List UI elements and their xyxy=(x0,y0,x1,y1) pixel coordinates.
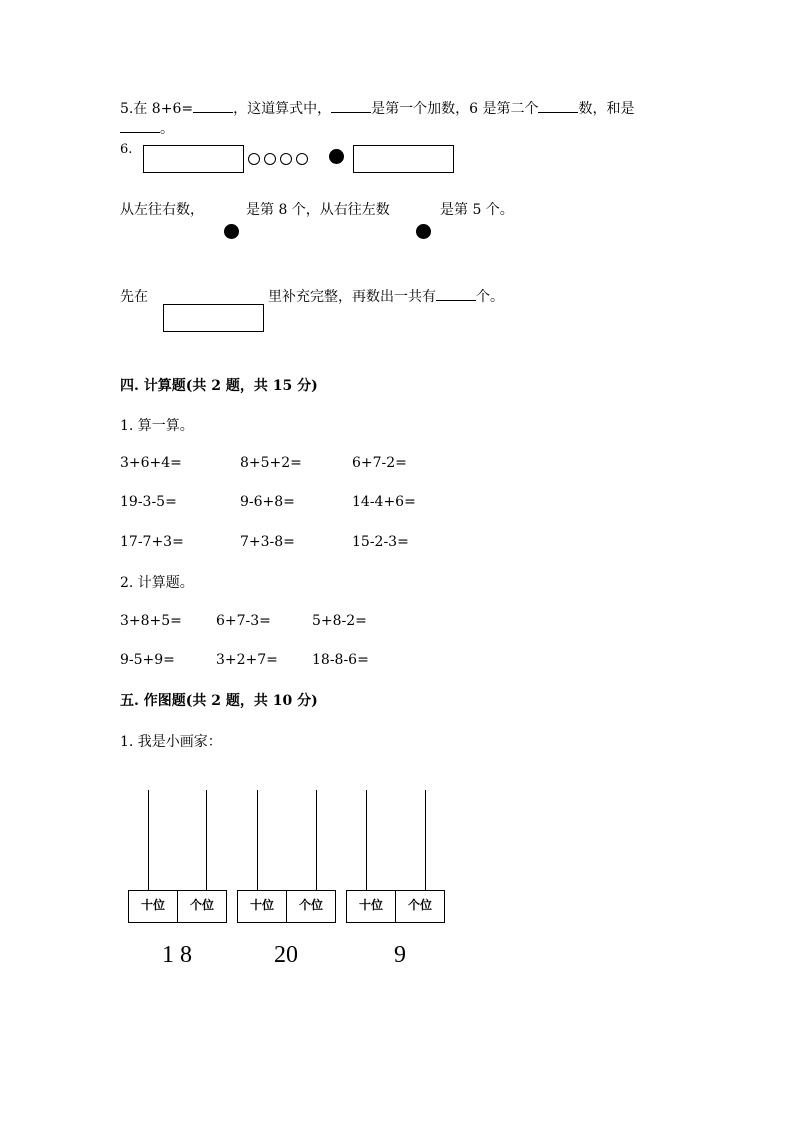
q5-text-d: 数，和是 xyxy=(578,101,635,117)
section5-title: 五. 作图题(共 2 题，共 10 分) xyxy=(120,693,318,709)
q5-text-a: 5.在 8+6= xyxy=(120,101,194,117)
hollow-circle-icon xyxy=(264,153,276,165)
problem: 15-2-3= xyxy=(352,534,409,550)
problem: 14-4+6= xyxy=(352,494,416,510)
hollow-circle-icon xyxy=(248,153,260,165)
answer-blank[interactable] xyxy=(436,286,476,301)
q6-sentence-a: 从左往右数， xyxy=(120,202,204,218)
q5-text-c: 是第一个加数，6 是第二个 xyxy=(371,101,539,117)
ones-place-label: 个位 xyxy=(286,890,336,923)
answer-blank[interactable] xyxy=(120,118,160,133)
abacus-number: 20 xyxy=(274,942,298,968)
q6-fill-c: 个。 xyxy=(476,289,504,305)
tens-place-label: 十位 xyxy=(237,890,287,923)
hollow-circle-icon xyxy=(296,153,308,165)
filled-circle-icon xyxy=(416,224,431,239)
abacus-number: 1 8 xyxy=(162,942,192,968)
q6-fill-a: 先在 xyxy=(120,289,148,305)
q6-fill-b: 里补充完整，再数出一共有 xyxy=(268,289,436,305)
section4-title: 四. 计算题(共 2 题，共 15 分) xyxy=(120,378,318,394)
problem: 5+8-2= xyxy=(312,613,367,629)
q5-text-b: ，这道算式中， xyxy=(233,101,332,117)
abacus-number: 9 xyxy=(394,942,406,968)
problem: 3+2+7= xyxy=(216,652,278,668)
problem: 7+3-8= xyxy=(240,534,295,550)
q6-sentence-b: 是第 8 个，从右往左数 xyxy=(246,202,390,218)
q6-number: 6. xyxy=(120,142,133,157)
abacus-rod-ones xyxy=(206,790,207,890)
filled-circle-icon xyxy=(224,224,239,239)
problem: 9-6+8= xyxy=(240,494,295,510)
hollow-circle-icon xyxy=(280,153,292,165)
problem: 6+7-3= xyxy=(216,613,271,629)
problem: 18-8-6= xyxy=(312,652,369,668)
abacus-rod-ones xyxy=(425,790,426,890)
ones-place-label: 个位 xyxy=(177,890,227,923)
problem: 19-3-5= xyxy=(120,494,177,510)
empty-answer-box[interactable] xyxy=(353,145,454,173)
empty-answer-box[interactable] xyxy=(163,304,264,332)
q6-sentence-c: 是第 5 个。 xyxy=(440,202,514,218)
q6-fill-line xyxy=(268,286,504,306)
abacus-rod-tens xyxy=(148,790,149,890)
empty-answer-box[interactable] xyxy=(143,145,244,173)
q5-text-end: 。 xyxy=(160,121,174,137)
abacus-rod-tens xyxy=(366,790,367,890)
q5-line1 xyxy=(120,98,634,118)
problem: 17-7+3= xyxy=(120,534,184,550)
answer-blank[interactable] xyxy=(331,98,371,113)
problem: 9-5+9= xyxy=(120,652,175,668)
filled-circle-icon xyxy=(329,149,344,164)
q5-line2 xyxy=(120,118,174,138)
section4-q2-title: 2. 计算题。 xyxy=(120,575,194,591)
section5-q1-title: 1. 我是小画家： xyxy=(120,734,222,750)
problem: 3+6+4= xyxy=(120,455,182,471)
answer-blank[interactable] xyxy=(538,98,578,113)
section4-q1-title: 1. 算一算。 xyxy=(120,418,194,434)
abacus-rod-ones xyxy=(316,790,317,890)
circle-row xyxy=(248,151,312,167)
answer-blank[interactable] xyxy=(193,98,233,113)
problem: 8+5+2= xyxy=(240,455,302,471)
tens-place-label: 十位 xyxy=(128,890,178,923)
problem: 6+7-2= xyxy=(352,455,407,471)
abacus-rod-tens xyxy=(257,790,258,890)
problem: 3+8+5= xyxy=(120,613,182,629)
tens-place-label: 十位 xyxy=(346,890,396,923)
ones-place-label: 个位 xyxy=(395,890,445,923)
